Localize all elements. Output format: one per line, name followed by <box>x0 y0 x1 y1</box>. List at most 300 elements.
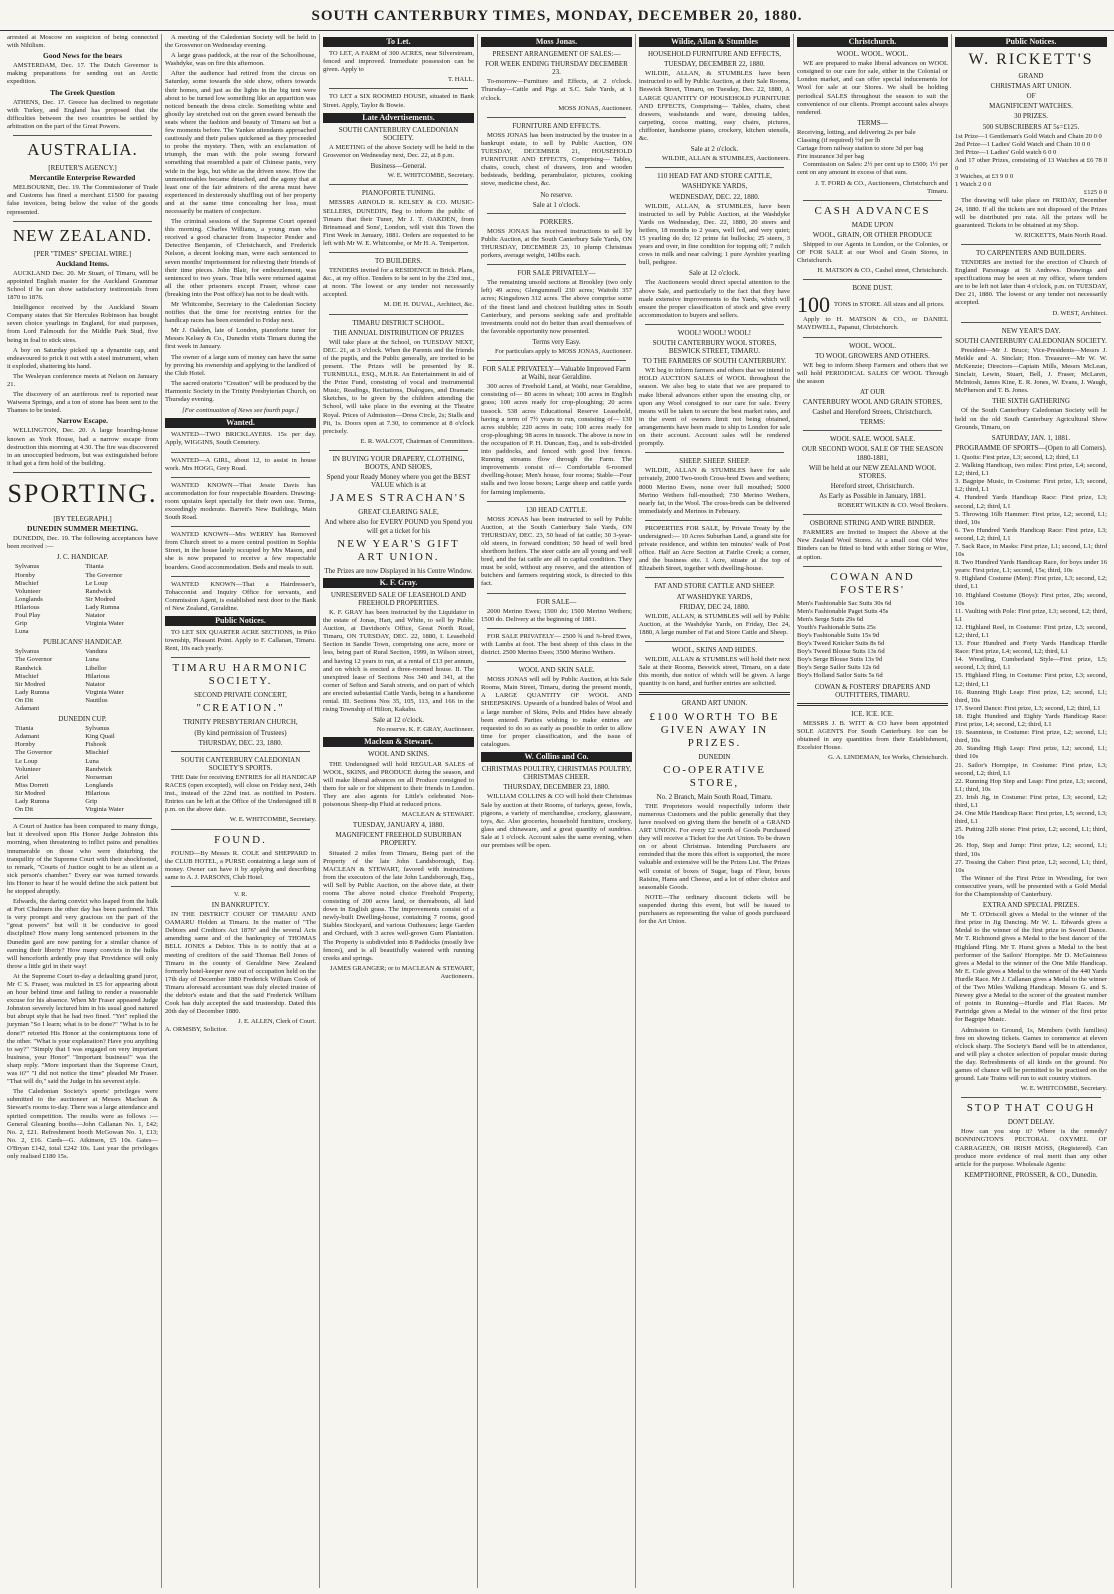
signature: W. E. WHITCOMBE, Secretary. <box>229 816 316 824</box>
event-row: 19. Seannteus, in Costume: First prize, L2; second, L1; third, 10s <box>955 729 1107 745</box>
terms-row: Fire insurance 3d per bag <box>797 153 865 161</box>
race-title: DUNEDIN CUP. <box>58 715 107 724</box>
section-bar-public-notices: Public Notices. <box>955 37 1107 47</box>
section-bar-maclean: Maclean & Stewart. <box>323 737 474 747</box>
ad-text: WILDIE, ALLAN, & STUMBLES have been instructed to sell by Public Auction, at their Sale Rooms, Beswick Street, Timaru, on Tuesday, Dec. 22, 1880, A LARGE QUANTITY OF HOUSEHOLD FURNITURE AND EFFECTS, Comprising— Tables, chairs, chest drawers, washstands and ware, dressing tables, carpeting, cocoa matting, easy chairs, pictures, chiffonier, handsome piano, crockery, kitchen utensils, &c. <box>639 70 790 143</box>
ad-subline: MAGNIFICENT FREEHOLD SUBURBAN PROPERTY. <box>335 831 462 848</box>
ad-subline: PRESENT ARRANGEMENT OF SALES:— <box>492 50 621 59</box>
bone-dust-ad <box>797 294 948 316</box>
horse: King Quail <box>85 733 115 741</box>
horse: On Dit <box>15 696 34 704</box>
news-paragraph: The criminal sessions of the Supreme Court opened this morning. Charles Williams, a young man who received a good character from Inspector Pender and Detective Benjamin, of Christchurch, and Frederick Nelson, a decent looking man, were each sentenced to seven months' imprisonment for relieving their friends of their time pieces. John Blair, for embezzlement, was sentenced to two years. True bills were returned against all the other prisoners except Fraser, whose case (breaking into the Post office) has not to be dealt with. <box>165 218 316 298</box>
divider <box>13 818 152 819</box>
ad-subline: TO BUILDERS. <box>375 256 422 265</box>
ad-headline: COWAN AND FOSTERS' <box>830 570 915 596</box>
ad-subline: TUESDAY, DECEMBER 22, 1880. <box>664 60 765 69</box>
horse: The Governor <box>15 656 53 664</box>
ad-subline: SHEEP. SHEEP. SHEEP. <box>679 457 750 466</box>
ad-subline: TRINITY PRESBYTERIAN CHURCH, <box>183 718 298 727</box>
section-title-sporting: SPORTING. <box>7 478 158 508</box>
ad-text: IN THE DISTRICT COURT OF TIMARU AND OAMARU Holden at Timaru. In the matter of "The Debtors and Creditors Act 1876" and the several Acts amending same and of the bankruptcy of THOMAS BELL JONES a Debtor. This is to notify that at a meeting of creditors of the said Thomas Bell Jones of Timaru in the county of Geraldine New Zealand formerly hotel-keeper now out of occupation held on the 17th day of December 1880 Frederick William Cook of Timaru aforesaid accountant was duly elected trustee of the debtor's estate and that the said Frederick William Cook has duly accepted the said trusteeship. Dated this 20th day of December 1880. <box>165 911 316 1016</box>
ad-text: Mr T. O'Driscoll gives a Medal to the winner of the first prize in Jig Dancing. Mr W. L. Edwards gives a Medal to the winner of the first prize in Sword Dance. Mr T. Richmond gives a Medal to the best dancer of the Highland Fling. Mr T. Hurst gives a Medal to the best performer of the Sailors' Hornpipe. Mr D. McGuinness gives a Medal to the winner of the One Mile Handicap. Mr E. Cole gives a Medal to the winner of the 440 Yards Hurdle Race. Mr J. Callanan gives a Medal to the winner of the Two Miles Walking Handicap. Messrs G. and S. Newey give a Medal to the scorer of the greatest number of points in Running—Hurdle and Flat Races. Mr Partridge gives a Medal to the winner of the first prize for Bagpipe Music. <box>955 911 1107 1024</box>
divider <box>961 1097 1101 1098</box>
ad-headline: JAMES STRACHAN'S <box>330 492 467 505</box>
ad-text: TO LET SIX QUARTER ACRE SECTIONS, in Piko township, Pleasant Point. Apply to F. Callanan, Timaru. Rent, 10s each yearly. <box>165 629 316 653</box>
news-paragraph: MELBOURNE, Dec. 19. The Commissioner of Trade and Customs has fined a merchant £1500 for passing false invoices, being below the value of the goods represented. <box>7 184 158 216</box>
horse: Virginia Water <box>85 620 124 628</box>
ad-subline: AT OUR <box>860 388 885 396</box>
horse: Virginia Water <box>85 806 124 814</box>
divider <box>171 829 310 830</box>
signature: J. T. FORD & CO., Auctioneers, Christchurch and Timaru. <box>815 179 948 195</box>
divider <box>645 167 784 168</box>
horse: Le Loup <box>15 757 38 765</box>
ad-subline: WOOL SALE. WOOL SALE. <box>829 435 916 444</box>
price-item: Men's Fashionable Sac Suits 30s 6d <box>797 599 892 607</box>
divider <box>329 252 468 253</box>
ad-subline: Sale at 2 o'clock. <box>690 145 739 154</box>
horse: Hilarious <box>85 672 110 680</box>
ad-subline: Will be held at our NEW ZEALAND WOOL STORES. <box>808 463 937 480</box>
ad-text: WILDIE, ALLAN, & STUMBLES, have been instructed to sell by Public Auction, at the Washdyke Yards on Wednesday, Dec. 22, 1880, 20 steers and heifers, 18 months to 2 years, well fed, and very quiet; 15 yearling do do; 12 prime fat bullocks; 25 steers, 3 years and over, in fine condition for topping off; 7 milch cows in milk and near calving; 1 pure Ayrshire yearling bull, pedigree. <box>639 202 790 267</box>
news-paragraph: arrested at Moscow on suspicion of being connected with Nihilism. <box>7 34 158 50</box>
ad-text: TONS in STORE. All sizes and all prices. <box>834 301 945 309</box>
ad-subline: PIANOFORTE TUNING. <box>361 189 436 198</box>
ad-subline: TO THE FARMERS OF SOUTH CANTERBURY. <box>642 357 787 366</box>
ad-text: K. F. GRAY has been instructed by the Liquidator in the estate of Jonas, Hart, and White, to sell by Public Auction, at Davidson's Office, Great North Road, Timaru, ON TUESDAY, DEC. 22, 1880, I. Leasehold Section in Sandie Town, comprising one acre, more or less, being part of Rural Section, 1999, in Wilson street, and having 12 years to run, at a rental of £13 per annum, and on which is erected a three-roomed house. II. The unexpired lease of Sections Nos 340 and 341, at the corner of Sefton and Sarah streets, and on part of which are erected substantial Cattle Yards, being in a handsome rental. III. Sections Nos 35, 105, 113, and 166 in the rising Township of Hilton, Kakahu. <box>323 608 474 714</box>
divider <box>645 641 784 642</box>
divider <box>487 593 626 594</box>
price-item: Youth's Fashionable Suits 25s <box>797 623 876 631</box>
ad-text: Of the South Canterbury Caledonian Society will be held on the old South Canterbury Agricultural Show Grounds, Timaru, on <box>955 407 1107 431</box>
divider <box>487 213 626 214</box>
divider <box>329 450 468 451</box>
signature: T. HALL. <box>447 76 474 84</box>
signature: ROBERT WILKIN & CO. Wool Brokers. <box>837 502 948 510</box>
divider <box>639 692 790 695</box>
ad-subline: WOOL. WOOL. <box>848 341 897 350</box>
ad-text: FOUND—By Messrs R. COLE and SHEPPARD in the CLUB HOTEL, a PURSE containing a large sum of money. Owner can have it by applying and describing same to A. J. PARSONS, Club Hotel. <box>165 849 316 881</box>
ad-text: The Winner of the First Prize in Wrestling, for two consecutive years, will be presented with a Gold Medal for the Championship of Canterbury. <box>955 874 1107 898</box>
ad-subline: FOR SALE— <box>536 597 577 606</box>
news-paragraph: Mr Whitcombe, Secretary to the Caledonian Society notifies that the time for receiving entries for the handicap races has been extended to Friday next. <box>165 301 316 325</box>
ad-headline: FOUND. <box>214 833 267 846</box>
horse: Sir Modred <box>15 789 46 797</box>
ad-subline: WOOL AND SKINS. <box>368 750 429 759</box>
signature: J. E. ALLEN, Clerk of Court. <box>238 1018 316 1026</box>
event-row: 23. Irish Jig, in Costume: First prize, L3; second, L2; third, L1 <box>955 793 1107 809</box>
masthead <box>0 0 1114 31</box>
ad-subline: Business—General. <box>370 162 427 171</box>
news-heading: Auckland Items. <box>56 258 109 268</box>
divider <box>803 200 942 201</box>
news-paragraph: Edwards, the daring convict who leaped from the hulk at Port Chalmers the other day has been pardoned. This is very prompt and very gracious on the part of the "great powers" but will it be conducive to good discipline? How many long sentenced prisoners in the Dunedin gaol are now panting for a similar chance of earning their liberty? How many convicts in the hulks will henceforth ardently pray that Providence will only throw a little girl in their way! <box>7 898 158 970</box>
race-title: PUBLICANS' HANDICAP. <box>42 638 123 647</box>
event-row: 9. Highland Costume (Men): First prize, L3; second, L2; third, L1 <box>955 575 1107 591</box>
news-paragraph: The sacred oratorio "Creation" will be produced by the Harmonic Society in the Trinity Presbyterian Church, on Thursday evening. <box>165 379 316 404</box>
event-row: 1. Quoits: First prize, L3; second, L2; third, L1 <box>955 453 1080 461</box>
ad-text: THE Proprietors would respectfully inform their numerous Customers and the public generally that they have resolved on giving them the benefit of a GRAND ART UNION. For every £2 worth of Goods Purchased they will receive a Ticket for the Art Union. To be drawn on or about Christmas. Intending Purchasers are reminded that the more this effort is supported, the more valuable and extensive will be the Prizes List. The Prizes will consist of boxes of Sugar, bags of Flour, boxes Raisins, Hams and Cheese, and a lot of other choice and seasonable Goods. <box>639 802 790 891</box>
horse: Sylvanus <box>15 648 40 656</box>
divider <box>13 472 152 473</box>
horse: The Governor <box>85 571 123 579</box>
section-bar-moss-jonas: Moss Jonas. <box>481 37 632 47</box>
horse: Nautilus <box>85 696 108 704</box>
divider <box>171 657 310 658</box>
horse: Titania <box>15 725 34 733</box>
ad-subline: ICE. ICE. ICE. <box>851 709 894 718</box>
divider <box>645 452 784 453</box>
horse: Sylvanus <box>15 563 40 571</box>
ad-subline: TUESDAY, JANUARY 4, 1880. <box>352 821 445 830</box>
ad-text: WANTED—TWO BRICKLAYERS. 15s per day. Apply, WIGGINS, South Cemetery. <box>165 431 316 447</box>
divider <box>645 324 784 325</box>
divider <box>487 501 626 502</box>
horse: On Dit <box>15 806 34 814</box>
ad-text: Admission to Ground, 1s, Members (with families) free on showing tickets. Games to commence at eleven o'clock sharp. The Society's Band will be in attendance, and will play a choice selection of popular music during the day. Refreshments of all kinds on the ground. No games of chance will be permitted to be practised on the ground. Late Trains will run to suit country visitors. <box>955 1026 1107 1083</box>
ad-subline: Terms very Easy. <box>532 337 581 346</box>
ad-subline: FAT AND STORE CATTLE AND SHEEP. <box>654 582 775 591</box>
ad-text: The drawing will take place on FRIDAY, December 24, 1880. If all the tickets are not disposed of the Prizes will be distributed pro rata. All the prizes will be guaranteed. Tickets to be obtained at my Shop. <box>955 197 1107 229</box>
news-paragraph: AUCKLAND Dec. 20. Mr Stuart, of Timaru, will be appointed English master for the Auckland Grammar School if he can show satisfactory testimonials from 1870 to 1876. <box>7 269 158 302</box>
ad-subline: WOOL, GRAIN, OR OTHER PRODUCE <box>812 230 933 239</box>
ad-subline: HOUSEHOLD FURNITURE AND EFFECTS, <box>647 50 781 59</box>
news-paragraph: A large grass paddock, at the rear of the Schoolhouse, Washdyke, was on fire this afternoon. <box>165 52 316 68</box>
event-row: 4. Hundred Yards Handicap Race: First prize, L3; second, L2; third, L1 <box>955 494 1107 510</box>
ad-subline: (By kind permission of Trustees) <box>194 728 287 737</box>
ad-subline: SOUTH CANTERBURY CALEDONIAN SOCIETY. <box>338 125 459 142</box>
signature: E. R. WALCOT, Chairman of Committees. <box>360 437 474 445</box>
ad-subline: WOOL AND SKIN SALE. <box>518 666 595 675</box>
section-bar-public-notices: Public Notices. <box>165 616 316 626</box>
ad-headline: STOP THAT COUGH <box>966 1102 1096 1115</box>
ad-text: THE Undersigned will hold REGULAR SALES of WOOL, SKINS, and PRODUCE during the season, and will make liberal advances on all Produce consigned to them for sale or for shipment to their friends in London. They are also agents for Little's celebrated Non-poisonous Sheep-dip Fluid at reduced prices. <box>323 760 474 809</box>
horse: Adamant <box>15 733 40 741</box>
ad-subline: UNRESERVED SALE OF LEASEHOLD AND FREEHOLD PROPERTIES. <box>330 590 467 607</box>
ad-subline: TO CARPENTERS AND BUILDERS. <box>976 248 1086 257</box>
ad-text: MOSS JONAS has been instructed to sell by Public Auction, at the South Canterbury Sale Yards, ON THURSDAY, DEC. 23, 50 head of fat cattle; 30 3-year-old steers, in forward condition; 50 head of well bred shorthorn heifers. The steer cattle are all young and well bred, and the fat cattle are all in capital condition. They must be sold, without any reserve, and the attention of butchers and farmers requiring stock, is directed to this fact. <box>481 515 632 588</box>
prize-row: And 17 other Prizes, consisting of 13 Watches at £6 78 0 0 <box>955 156 1107 173</box>
ad-text: 2000 Merino Ewes; 1500 do; 1500 Merino Wethers; 1500 do. Delivery at the beginning of 1881. <box>481 607 632 623</box>
horse: Volunteer <box>15 587 41 595</box>
ad-subline: PORKERS. <box>539 217 574 226</box>
masthead-title: SOUTH CANTERBURY TIMES, MONDAY, DECEMBER 20, 1880. <box>311 8 803 24</box>
ad-subline: GRAND ART UNION. <box>681 699 748 708</box>
ad-subline: AT WASHDYKE YARDS, <box>676 592 753 601</box>
ad-subline: WOOL. WOOL. WOOL. <box>836 50 909 59</box>
ad-text: PROPERTIES FOR SALE, by Private Treaty by the undersigned:— 10 Acres Suburban Land, a grand site for private residence, and within ten minutes' walk of Post office. Half an Acre Section at Fairlie Creek; a corner, and the business site. 1 Acre, situate at the top of Elizabeth Street, together with dwelling-house. <box>639 524 790 573</box>
ad-text: FARMERS are Invited to Inspect the Above at the New Zealand Wool Stores. At a small cost Old Wire Binders can be fitted to bind with either String or Wire, at option. <box>797 529 948 561</box>
ad-text: Apply to H. MATSON & CO., or DANIEL MAYDWELL, Papanui, Christchurch. <box>797 316 948 332</box>
ad-subline: GRAND <box>1018 72 1044 81</box>
ad-text: TENDERS are invited for the erection of Church of England Parsonage at St Andrews. Drawings and specifications may be seen at my office, where tenders are to be left not later than 4 o'clock, p.m. on TUESDAY, Dec 21, 1880. The lowest or any tender not necessarily accepted. <box>955 258 1107 307</box>
event-row: 3. Bagpipe Music, in Costume: First prize, L3; second, L2; third, L1 <box>955 478 1107 494</box>
ad-subline: TIMARU DISTRICT SCHOOL. <box>352 318 445 327</box>
news-paragraph: At the Supreme Court to-day a defaulting grand juror, Mr C S. Fraser, was mulcted in £5 for appearing about an hour behind time and failing to render a reasonable excuse for his absence. When Mr Fraser appeared Judge Johnston severely lectured him in his usual good natured but abrupt style that he had two fined. "Yet" replied the juryman "So I learn; what is to be done?" "What is to be done?" retorted His Honor at the contemptuous tone of the other. "What is your explanation? Have you anything to say?" "Simply that I was engaged on very important business, your Honor" "Important business!" was the sharp reply. "More important than the Supreme Court, was it?" "I did not notice the time" pleaded Mr Fraser. "That will do," said the Judge in his severest style. <box>7 972 158 1086</box>
ad-subline: CHRISTMAS POULTRY, CHRISTMAS POULTRY, CHRISTMAS CHEER. <box>481 765 632 782</box>
horse-list-right <box>85 725 150 814</box>
ad-text: A MEETING of the above Society will be held in the Grosvenor on Wednesday next, Dec. 22, at 8 p.m. <box>323 143 474 160</box>
news-paragraph: After the audience had retired from the circus on Saturday, some towards the side show, others towards their homes, and just as the lights in the big tent were about to be turned low something like an apparition was noticed beneath the dress circle. Something white and ghostly lay stretched out on the green sward beneath the seats where the fashion and beauty of Timaru sat but a few moments before. The Yankee attendants approached cautiously and their pulses quickened as they proceeded to probe the mystery. Then, with an exclamation of triumph, the man with the pole swung forward something that resembled a pair of Chinese pants, very wide in the legs, but white as the driven snow. How the unmentionables became detached, and the agony that at least one of the fair admirers of the arena must have experienced in dexterously shuffling out of her property and at the same time concealing her loss, must necessarily be matters of conjecture. <box>165 70 316 215</box>
divider <box>171 751 310 752</box>
event-row: 5. Throwing 16lb Hammer: First prize, L2; second, L1; third, 10s <box>955 510 1107 526</box>
signature: KEMPTHORNE, PROSSER, & CO., Dunedin. <box>964 1170 1098 1179</box>
event-row: 20. Standing High Leap: First prize, L2; second, L1; third 10s <box>955 745 1107 761</box>
ad-text: Will take place at the School, on TUESDAY NEXT, DEC. 21, at 3 o'clock. When the Parents and the friends of the pupils, and the Public generally, are invited to be present. The Prizes will be presented by R. TURNBULL, ESQ., M.H.R. An Entertainment in aid of the Prize Fund, consisting of vocal and instrumental Music, Readings, Recitations, Dialogues, and Dramatic Sketches, to be given by the children attending the School, will take place in the evening at the Theatre Royal. Prices of Admission—Dress Circle, 2s; Stalls and Pit, 1s. Doors open at 7.30, to commence at 8 o'clock precisely. <box>323 338 474 435</box>
ad-text: WE beg to inform Sheep Farmers and others that we will hold PERIODICAL SALES OF WOOL Through the season <box>797 361 948 385</box>
prize-row: 2nd Prize—1 Ladies' Gold Watch and Chain 10 0 0 <box>955 140 1091 148</box>
ad-subline: 130 HEAD CATTLE. <box>525 505 588 514</box>
horse: Vandura <box>85 648 108 656</box>
race-title: J. C. HANDICAP. <box>56 553 109 562</box>
ad-text: MOSS JONAS has received instructions to sell by Public Auction, at the South Canterbury Sale Yards, ON THURSDAY, DECEMBER 23, 10 plump Christmas porkers, average weight, 140lbs each. <box>481 227 632 260</box>
ad-subline: IN BANKRUPTCY. <box>211 900 270 909</box>
ad-text: MESSRS J. B. WITT & CO have been appointed SOLE AGENTS For South Canterbury. Ice can be obtained in any quantities from their Establishment, Excelsior House. <box>797 719 948 752</box>
signature: A. ORMSBY, Solicitor. <box>165 1026 228 1034</box>
ad-subline: No reserve. <box>540 190 573 199</box>
event-row: 8. Two Hundred Yards Handicap Race, for boys under 16 years: First prize, L1; second, 15s; third, 10s <box>955 559 1107 575</box>
horse-list-left <box>15 725 80 814</box>
horse: Lady Rumna <box>15 798 50 806</box>
ad-subline: GREAT CLEARING SALE, <box>358 508 439 517</box>
horse: Adamant <box>15 705 40 712</box>
ad-text: MOSS JONAS will sell by Public Auction, at his Sale Rooms, Main Street, Timaru, during the present month, A LARGE QUANTITY OF WOOL AND SHEEPSKINS. Upwards of a hundred bales of Wool and a large number of Skins, Pelts and Hides have already been entered. Parties wishing to make entries are requested to do so as early as possible in order to allow time for proper classification, and the issue of catalogues. <box>481 676 632 748</box>
event-row: 24. One Mile Handicap Race: First prize, L5; second, L3; third, L1 <box>955 810 1107 826</box>
prize-row: 1st Prize—1 Gentleman's Gold Watch and Chain 20 0 0 <box>955 132 1102 140</box>
ad-subline: 30 PRIZES. <box>1014 112 1048 121</box>
ad-text: TENDERS invited for a RESIDENCE in Brick. Plans, &c., at my office. Tenders to be sent in by the 23rd inst., at noon. The lowest or any tender not necessarily accepted. <box>323 267 474 299</box>
agency-label: [REUTER'S AGENCY.] <box>48 164 117 173</box>
news-paragraph: The discovery of an auriferous reef is reported near Waiwera Springs, and a ton of stone has been sent to the Thames to be tested. <box>7 391 158 415</box>
ad-subline: THE SIXTH GATHERING <box>992 397 1070 406</box>
divider <box>171 477 310 478</box>
horse: Grip <box>85 798 98 806</box>
ad-subline: WOOL, SKINS AND HIDES. <box>671 646 758 654</box>
horse-list-left <box>15 563 80 636</box>
ad-subline: And where also for EVERY POUND you Spend you will get a ticket for his <box>324 518 473 535</box>
divider <box>329 88 468 89</box>
event-row: 27. Tossing the Caber: First prize, L2; second, L1; third, 10s <box>955 858 1107 874</box>
terms-row: Commission on Sales: 2½ per cent up to £500; 1½ per cent on any amount in excess of that sum. <box>797 161 948 177</box>
section-title-australia: AUSTRALIA. <box>27 140 138 160</box>
ad-subline: DUNEDIN <box>698 752 731 761</box>
divider <box>329 314 468 315</box>
ad-text: The Auctioneers would direct special attention to the above Sale, and particularly to the fact that they have made extensive improvements to the Yards, which will ensure the proper classification of stock and give every accommodation to buyers and sellers. <box>639 279 790 319</box>
horse: Natator <box>85 680 105 688</box>
price-item: Men's Serge Suits 29s 6d <box>797 615 864 623</box>
ad-subline: FOR SALE PRIVATELY— <box>517 269 596 278</box>
event-row: 25. Putting 22lb stone: First prize, L2; second, L1; third, 10s <box>955 826 1107 842</box>
divider <box>803 430 942 431</box>
royal-cipher: V. R. <box>233 890 248 898</box>
signature: W. E. WHITCOMBE, Secretary. <box>387 172 474 180</box>
ad-subline: SOUTH CANTERBURY CALEDONIAN SOCIETY'S SPORTS. <box>180 755 301 772</box>
event-row: 22. Running Hop Step and Leap: First prize, L3; second, L1; third, 10s <box>955 777 1107 793</box>
ad-subline: EXTRA AND SPECIAL PRIZES. <box>982 901 1080 910</box>
horse: Luna <box>85 656 99 664</box>
ad-text: MOSS JONAS has been instructed by the trustee in a bankrupt estate, to sell by Public Auction, ON TUESDAY, DECEMBER 21, HOUSEHOLD FURNITURE AND EFFECTS, Comprising— Tables, chairs, couch, chest of drawers, iron and wooden bedsteads, bedding, perambulator, pictures, cooking stove, medicine chest, &c. <box>481 131 632 188</box>
price-item: Boy's Serge Blouse Suits 13s 9d <box>797 656 883 664</box>
news-paragraph: A Court of Justice has been compared to many things, but it devolved upon His Honor Judge Johnston this morning, when threatening to inflict pains and penalties innumerable on those who were disturbing the tranquility of the Supreme Court with their shockfooted, to remark, "Courts of Justice ought to be as silent as a sick person's chamber." Every ear was turned towards his Honor to hear if he would define the sick patient but he stopped abruptly. <box>7 823 158 895</box>
ad-text: WILLIAM COLLINS & CO will hold their Christmas Sale by auction at their Rooms, of turkeys, geese, fowls, pigeons, a variety of merchandise, crockery, glassware, toys, &c. Also groceries, household furniture, crockery, glass and chinaware, and a great quantity of sundries. Sale at 1 o'clock. Account sales the same evening, when our premises will be open. <box>481 793 632 849</box>
ad-text: WILDIE, ALLAN & STUMBLES have for sale privately, 2000 Two-tooth Cross-bred Ewes and wethers; 8000 Merino Ewes, none over full mouthed; 5000 Merino Wethers full-mouthed; 730 Merino Wethers, nearly fat, in the Wool. The cross-breds can be delivered immediately and Merinos in February. <box>639 467 790 515</box>
ad-subline: No. 2 Branch, Main South Road, Timaru. <box>656 792 773 801</box>
news-paragraph: WELLINGTON, Dec. 20. A large boarding-house known as York House, had a narrow escape from destruction this morning at 4.30. The fire was discovered in an unoccupied bedroom, but was extinguished before it had got a firm hold of the building. <box>7 427 158 467</box>
terms-row: Classing (if required) ½d per lb <box>797 137 881 145</box>
prize-row: 3 Watches, at £3 9 0 0 <box>955 173 1014 181</box>
ad-subline: WOOL! WOOL! WOOL! <box>677 328 752 337</box>
section-bar-late-ads: Late Advertisements. <box>323 113 474 123</box>
ad-subline: CANTERBURY WOOL AND GRAIN STORES, <box>802 398 943 407</box>
horse-list-right <box>85 648 150 713</box>
column-public-notices <box>952 34 1110 1588</box>
divider <box>171 886 310 887</box>
ad-subline: MADE UPON <box>851 220 894 229</box>
price-item: Boy's Tweed Knicker Suits 8s 6d <box>797 640 885 648</box>
ad-subline: THURSDAY, DECEMBER 23, 1880. <box>503 783 610 792</box>
signature: G. A. LINDEMAN, Ice Works, Christchurch. <box>828 754 948 762</box>
section-bar-wanted: Wanted. <box>165 418 316 428</box>
horse: Longlands <box>85 781 114 789</box>
ad-text: WANTED KNOWN—That Jessie Davis has accommodation for four respectable Boarders. Drawing-room upstairs kept specially for their own use. Terms, exceedingly moderate. Barrett's New Buildings, Main South Road. <box>165 481 316 522</box>
ad-text: MESSRS ARNOLD R. KELSEY & CO. MUSIC-SELLERS, DUNEDIN, Beg to inform the public of Timaru that their Tuner, Mr J. T. OAKDEN, from Brinsmead and Sons', London, will visit this Town the First Week in January, 1881. Orders are requested to be left with Mr W. E. Whitcombe, or Mr H. A. Temperton. <box>323 199 474 247</box>
section-bar-christchurch: Christchurch. <box>797 37 948 47</box>
bone-dust-quantity: 100 <box>797 292 830 318</box>
signature: MOSS JONAS, Auctioneer. <box>558 104 632 112</box>
horse: Mischief <box>85 749 109 757</box>
event-row: 14. Wrestling, Cumberland Style—First prize, L5; second, L3; third, L1 <box>955 656 1107 672</box>
wire-label: [PER "TIMES" SPECIAL WIRE.] <box>33 249 132 258</box>
ad-text: 300 acres of Freehold Land, at Waihi, near Geraldine, consisting of— 80 acres in wheat; 100 acres in English grass; 100 acres ready for crop-ploughing; 20 acres tussock. 538 acres Educational Reserve Leasehold, having a term of 7½ years to run, consisting of— 130 acres stubble; 220 acres in oats; 100 acres ready for crop-ploughing; 98 acres in tussock. The above is now in the occupation of P. H. Duncan, Esq., and is sub-divided into paddocks, and fenced with good live fences. Running streams flow through the Farm. The improvements consist of— Comfortable 6-roomed dwelling-house; Men's house, four rooms; Stable—Four stalls and two loose boxes; Large sheep and cattle yards for farming implements. <box>481 383 632 496</box>
ad-headline: W. RICKETT'S <box>968 51 1094 69</box>
news-paragraph: AMSTERDAM, Dec. 17. The Dutch Governor is making preparations for sending out an Arctic expedition. <box>7 62 158 86</box>
divider <box>645 577 784 578</box>
price-item: Boy's Serge Sailor Suits 12s 6d <box>797 664 880 672</box>
divider <box>487 628 626 629</box>
news-paragraph: A boy on Saturday picked up a dynamite cap, and endeavoured to prick it out with a steel instrument, when it exploded, shattering his hand. <box>7 346 158 370</box>
horse: Longlands <box>15 595 43 603</box>
news-paragraph: A meeting of the Caledonian Society will be held in the Grosvenor on Wednesday evening. <box>165 34 316 50</box>
divider <box>487 360 626 361</box>
event-row: 17. Sword Dance: First prize, L3; second, L2; third, L1 <box>955 704 1101 712</box>
divider <box>961 322 1101 323</box>
section-bar-collins: W. Collins and Co. <box>481 752 632 762</box>
event-row: 12. Highland Reel, in Costume: First prize, L3; second, L2; third, L1 <box>955 623 1107 639</box>
horse: Sir Modred <box>15 680 46 688</box>
ad-subline: THURSDAY, DEC. 23, 1880. <box>198 738 283 747</box>
ad-subline: TERMS— <box>857 118 888 127</box>
price-item: Boy's Holland Sailor Suits 5s 6d <box>797 672 883 680</box>
columns <box>4 34 1110 1588</box>
ad-subline: Cashel and Hereford Streets, Christchurch. <box>812 408 933 417</box>
news-paragraph: Intelligence received by the Auckland Steam Company states that Sir Hercules Robinson has bought seven choice yearlings in England, for stud purposes, from Lord Falmouth for the Middle Park Stud, five being in foal to stick sires. <box>7 304 158 344</box>
telegraph-label: [BY TELEGRAPH.] <box>53 514 112 523</box>
ad-headline: £100 WORTH TO BE GIVEN AWAY IN PRIZES. <box>649 710 780 749</box>
signature: M. DE H. DUVAL, Architect, &c. <box>383 301 474 309</box>
ad-subline: TO WOOL GROWERS AND OTHERS. <box>815 351 930 360</box>
news-paragraph: The Wesleyan conference meets at Nelson on January 21. <box>7 372 158 388</box>
event-row: 11. Vaulting with Pole: First prize, L3; second, L2; third, L1 <box>955 607 1107 623</box>
divider <box>803 279 942 280</box>
ad-subline: OSBORNE STRING AND WIRE BINDER. <box>809 519 936 528</box>
signature: JAMES GRANGER; or to MACLEAN & STEWART, Auctioneers. <box>330 964 474 980</box>
column-ads-1 <box>320 34 478 1588</box>
divider <box>171 452 310 453</box>
horse: Volunteer <box>15 765 41 773</box>
signature: WILDIE, ALLAN & STUMBLES, Auctioneers. <box>661 155 790 163</box>
ad-subline: WEDNESDAY, DEC. 22, 1880. <box>669 192 760 201</box>
ad-headline: NEW YEAR'S GIFT ART UNION. <box>337 537 460 563</box>
divider <box>803 514 942 515</box>
event-row: 10. Highland Costume (Boys): First prize, 20s; second, 10s <box>955 591 1107 607</box>
ad-subline: FOR SALE PRIVATELY—Valuable Improved Farm at Waihi, near Geraldine. <box>482 365 631 382</box>
ad-text: FOR SALE PRIVATELY— 2500 ¾ and ⅞-bred Ewes, with Lambs at foot. The best sheep of this class in the district. 2500 Merino Ewes; 3500 Merino Wethers. <box>481 632 632 656</box>
divider <box>961 244 1101 245</box>
ad-text: WANTED—A GIRL, about 12, to assist in house work. Mrs HOGG, Grey Road. <box>165 456 316 472</box>
section-title-new-zealand: NEW ZEALAND. <box>12 225 153 245</box>
signature: No reserve. K. F. GRAY, Auctioneer. <box>376 726 474 734</box>
horse: Hornby <box>15 741 36 749</box>
horse-list <box>7 648 158 713</box>
horse: Lady Rumna <box>85 603 120 611</box>
news-paragraph: The Caledonian Society's sports' privileges were submitted to the auctioneer at Messrs Maclean & Stewart's rooms to-day. There was a large attendance and spirited competition. The results were as follows :— General Gleaning booths—John Callanan No. 1, £42; No. 2, £21. Refreshment booth McGowan No. 1, £13; No. 2, £16. Cards—G. Atkinson, £5 10s. Gates—O'Bryan £142, total £242 10s. Last year the privileges only realised £180 15s. <box>7 1088 158 1160</box>
ad-text: WE are prepared to make liberal advances on WOOL consigned to our care for sale, either in the Colonial or London market, and can offer special inducements for Wool for sale at our Stores. We shall be holding periodical SALES throughout the season to suit the convenience of our clients. Prompt account sales always rendered. <box>797 60 948 116</box>
event-row: 21. Sailor's Hornpipe, in Costume: First prize, L3; second, L2; third, L1 <box>955 761 1107 777</box>
ad-subline: Sale at 12 o'clock. <box>688 269 741 278</box>
price-item: Boy's Fashionable Suits 15s 9d <box>797 631 880 639</box>
divider <box>329 184 468 185</box>
divider <box>487 264 626 265</box>
column-news <box>4 34 162 1588</box>
horse: Virginia Water <box>85 688 124 696</box>
ad-subline: MAGNIFICENT WATCHES. <box>989 102 1073 111</box>
signature: For particulars apply to MOSS JONAS, Auctioneer. <box>495 348 632 355</box>
section-bar-wildie: Wildie, Allan & Stumbles <box>639 37 790 47</box>
horse: Natator <box>85 611 105 619</box>
ad-subline: As Early as Possible in January, 1881. <box>819 491 926 500</box>
ad-text: TO LET a SIX ROOMED HOUSE, situated in Bank Street. Apply, Taylor & Bowie. <box>323 93 474 109</box>
ad-subline: Hereford street, Christchurch. <box>830 481 915 490</box>
ad-subline: The Prizes are now Displayed in his Centre Window. <box>324 566 473 575</box>
ad-headline: CO-OPERATIVE STORE, <box>663 763 766 789</box>
news-paragraph: DUNEDIN, Dec. 19. The following acceptances have been received :— <box>7 535 158 551</box>
ad-subline: SOUTH CANTERBURY WOOL STORES, BESWICK STREET, TIMARU. <box>652 339 777 356</box>
ad-subline: 110 HEAD FAT AND STORE CATTLE, <box>657 172 772 181</box>
section-bar-gray: K. F. Gray. <box>323 578 474 588</box>
continuation-note: [For continuation of News see fourth page.] <box>182 407 299 415</box>
ad-subline: SATURDAY, JAN. 1, 1881. <box>991 433 1071 442</box>
horse: Randwick <box>85 765 112 773</box>
ad-text: TO LET, A FARM of 300 ACRES, near Silverstream, fenced and improved. Immediate possession can be given. Apply to <box>323 50 474 74</box>
divider <box>487 661 626 662</box>
prize-total: £125 0 0 <box>1083 189 1107 197</box>
ad-subline: 500 SUBSCRIBERS AT 5s=£125. <box>982 122 1080 131</box>
event-row: 15. Highland Fling, in Costume: First prize, L3; second, L2; third, L1 <box>955 672 1107 688</box>
ad-text: To-morrow—Furniture and Effects, at 2 o'clock. Thursday—Cattle and Pigs at S.C. Sale Yards, at 1 o'clock. <box>481 78 632 102</box>
horse: Fishook <box>85 741 107 749</box>
horse: Luna <box>85 757 99 765</box>
prize-row: 3rd Prize—1 Ladies' Gold watch 6 0 0 <box>955 148 1057 156</box>
ad-subline: WASHDYKE YARDS, <box>681 182 748 191</box>
divider <box>487 117 626 118</box>
ad-text: Situated 2 miles from Timaru, Being part of the Property of the late John Landsborough, Esq. MACLEAN & STEWART, favored with instructions from the executors of the late John Landsborough, Esq., will Sell by Public Auction, on the above date, at their rooms The above noted choice Freehold Property, consisting of 200 acres land, or thereabouts, all laid down in English grass. The improvements consist of a newly-built Dwelling-house, containing 7 rooms, good Stables Stockyard, and various Outhouses; large Garden and Orchard, with 3 acres well-grown Gum Plantation. The Property is subdivided into 8 Paddocks (mostly live fences), and is all beautifully watered with running creeks and springs. <box>323 849 474 962</box>
ad-subline: Sale at 12 o'clock. <box>372 716 425 725</box>
horse-list <box>7 725 158 814</box>
terms-row: Cartage from railway station to store 3d per bag <box>797 145 924 153</box>
ad-subline: OF <box>1026 92 1036 101</box>
ad-text: NOTE—The ordinary discount tickets will be suspended during this event, but will be issued to purchasers as representing the value of goods purchased for the Art Union. <box>639 893 790 926</box>
horse: Titania <box>85 563 104 571</box>
